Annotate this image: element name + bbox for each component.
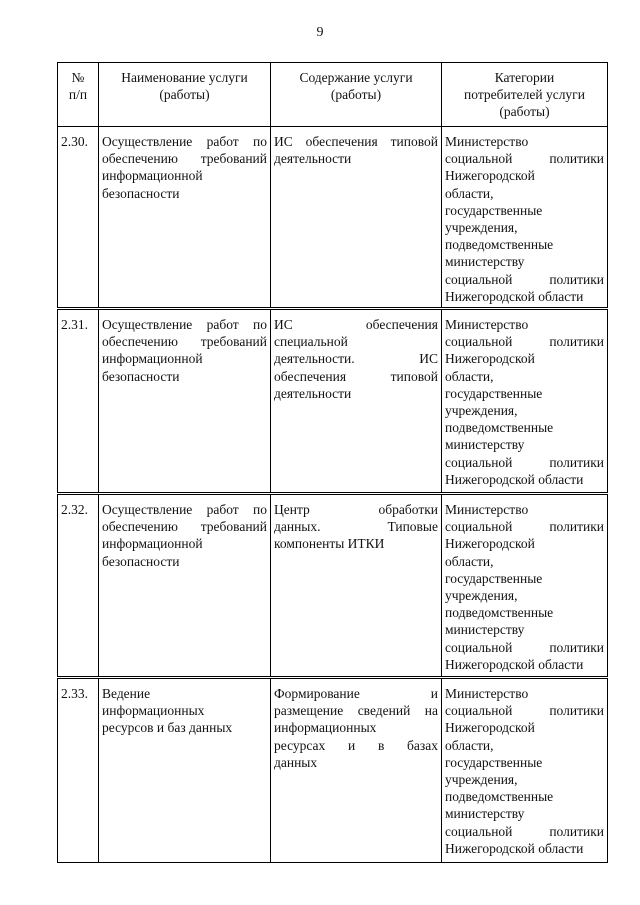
table-row bbox=[58, 309, 608, 494]
text-line: Нижегородской bbox=[445, 168, 535, 184]
text-line: области, bbox=[445, 553, 494, 569]
service-name-cell bbox=[99, 127, 271, 309]
services-table bbox=[57, 62, 608, 863]
text-line: обеспечению требований bbox=[102, 519, 267, 535]
text-line: ИС обеспечения bbox=[274, 317, 438, 332]
text-line: обеспечению требований bbox=[102, 151, 267, 167]
text-line: подведомственные bbox=[445, 420, 554, 436]
text-line: государственные bbox=[445, 754, 543, 770]
text-line: Осуществление работ по bbox=[102, 502, 267, 517]
text-line: социальной политики bbox=[445, 639, 604, 655]
service-content-cell bbox=[271, 494, 442, 678]
text-line: специальной bbox=[274, 334, 348, 350]
header-line: п/п bbox=[68, 87, 88, 103]
text-line: Нижегородской bbox=[445, 720, 535, 736]
service-content-cell bbox=[271, 127, 442, 309]
text-line: ИС обеспечения типовой bbox=[274, 134, 438, 149]
header-cell-number bbox=[58, 63, 99, 127]
header-line: (работы) bbox=[159, 87, 210, 103]
table-row bbox=[58, 494, 608, 678]
text-line: безопасности bbox=[102, 185, 180, 201]
text-line: Осуществление работ по bbox=[102, 317, 267, 332]
text-line: министерству bbox=[445, 806, 525, 822]
text-line: государственные bbox=[445, 570, 543, 586]
text-line: деятельности bbox=[274, 151, 352, 167]
text-line: безопасности bbox=[102, 553, 180, 569]
text-line: Министерство bbox=[445, 134, 529, 149]
text-line: данных bbox=[274, 754, 318, 770]
text-line: области, bbox=[445, 737, 494, 753]
text-line: обеспечению требований bbox=[102, 334, 267, 350]
text-line: компоненты ИТКИ bbox=[274, 536, 385, 552]
header-line: (работы) bbox=[330, 87, 382, 103]
header-line: Наименование услуги bbox=[121, 70, 248, 85]
text-line: Нижегородской области bbox=[445, 656, 584, 672]
row-number: 2.30. bbox=[58, 127, 99, 309]
text-line: информационной bbox=[102, 351, 203, 367]
text-line: ресурсов и баз данных bbox=[102, 720, 233, 736]
table-header-row bbox=[58, 63, 608, 127]
text-line: министерству bbox=[445, 622, 525, 638]
text-line: безопасности bbox=[102, 368, 180, 384]
text-line: информационной bbox=[102, 536, 203, 552]
table-row bbox=[58, 678, 608, 863]
service-name-cell bbox=[99, 494, 271, 678]
text-line: информационной bbox=[102, 168, 203, 184]
consumers-cell bbox=[442, 309, 608, 494]
text-line: учреждения, bbox=[445, 220, 518, 236]
text-line: деятельности. ИС bbox=[274, 351, 438, 367]
header-cell-consumers bbox=[442, 63, 608, 127]
text-line: Министерство bbox=[445, 686, 529, 701]
row-number: 2.32. bbox=[58, 494, 99, 678]
consumers-cell bbox=[442, 494, 608, 678]
row-number: 2.31. bbox=[58, 309, 99, 494]
header-line: Категории bbox=[494, 70, 555, 85]
service-name-cell bbox=[99, 309, 271, 494]
text-line: социальной политики bbox=[445, 151, 604, 167]
header-line: Содержание услуги bbox=[299, 70, 413, 85]
text-line: учреждения, bbox=[445, 772, 518, 788]
text-line: министерству bbox=[445, 437, 525, 453]
consumers-cell bbox=[442, 678, 608, 863]
text-line: государственные bbox=[445, 385, 543, 401]
text-line: информационных bbox=[102, 703, 205, 719]
text-line: Нижегородской bbox=[445, 536, 535, 552]
text-line: обеспечения типовой bbox=[274, 368, 438, 384]
text-line: социальной политики bbox=[445, 519, 604, 535]
row-number: 2.33. bbox=[58, 678, 99, 863]
text-line: Нижегородской bbox=[445, 351, 535, 367]
text-line: социальной политики bbox=[445, 334, 604, 350]
text-line: Нижегородской области bbox=[445, 288, 584, 304]
text-line: Нижегородской области bbox=[445, 840, 584, 856]
text-line: Осуществление работ по bbox=[102, 134, 267, 149]
header-line: потребителей услуги bbox=[464, 87, 585, 103]
text-line: Формирование и bbox=[274, 686, 438, 701]
text-line: ресурсах и в базах bbox=[274, 737, 438, 753]
text-line: Министерство bbox=[445, 317, 529, 332]
page-number: 9 bbox=[316, 25, 324, 40]
text-line: учреждения, bbox=[445, 588, 518, 604]
header-line: (работы) bbox=[499, 104, 550, 120]
header-line: № bbox=[71, 70, 85, 85]
service-content-cell bbox=[271, 309, 442, 494]
header-cell-content bbox=[271, 63, 442, 127]
table-row bbox=[58, 127, 608, 309]
text-line: Нижегородской области bbox=[445, 471, 584, 487]
text-line: Центр обработки bbox=[274, 502, 438, 517]
text-line: подведомственные bbox=[445, 605, 554, 621]
text-line: Ведение bbox=[102, 686, 151, 701]
service-name-cell bbox=[99, 678, 271, 863]
service-content-cell bbox=[271, 678, 442, 863]
text-line: социальной политики bbox=[445, 703, 604, 719]
text-line: учреждения, bbox=[445, 403, 518, 419]
header-cell-name bbox=[99, 63, 271, 127]
text-line: министерству bbox=[445, 254, 525, 270]
consumers-cell bbox=[442, 127, 608, 309]
text-line: подведомственные bbox=[445, 789, 554, 805]
text-line: социальной политики bbox=[445, 823, 604, 839]
text-line: деятельности bbox=[274, 385, 352, 401]
text-line: области, bbox=[445, 368, 494, 384]
text-line: подведомственные bbox=[445, 237, 554, 253]
text-line: информационных bbox=[274, 720, 377, 736]
text-line: данных. Типовые bbox=[274, 519, 438, 535]
text-line: размещение сведений на bbox=[274, 703, 438, 719]
text-line: государственные bbox=[445, 202, 543, 218]
text-line: социальной политики bbox=[445, 271, 604, 287]
table-body bbox=[58, 127, 608, 863]
text-line: Министерство bbox=[445, 502, 529, 517]
text-line: социальной политики bbox=[445, 454, 604, 470]
text-line: области, bbox=[445, 185, 494, 201]
